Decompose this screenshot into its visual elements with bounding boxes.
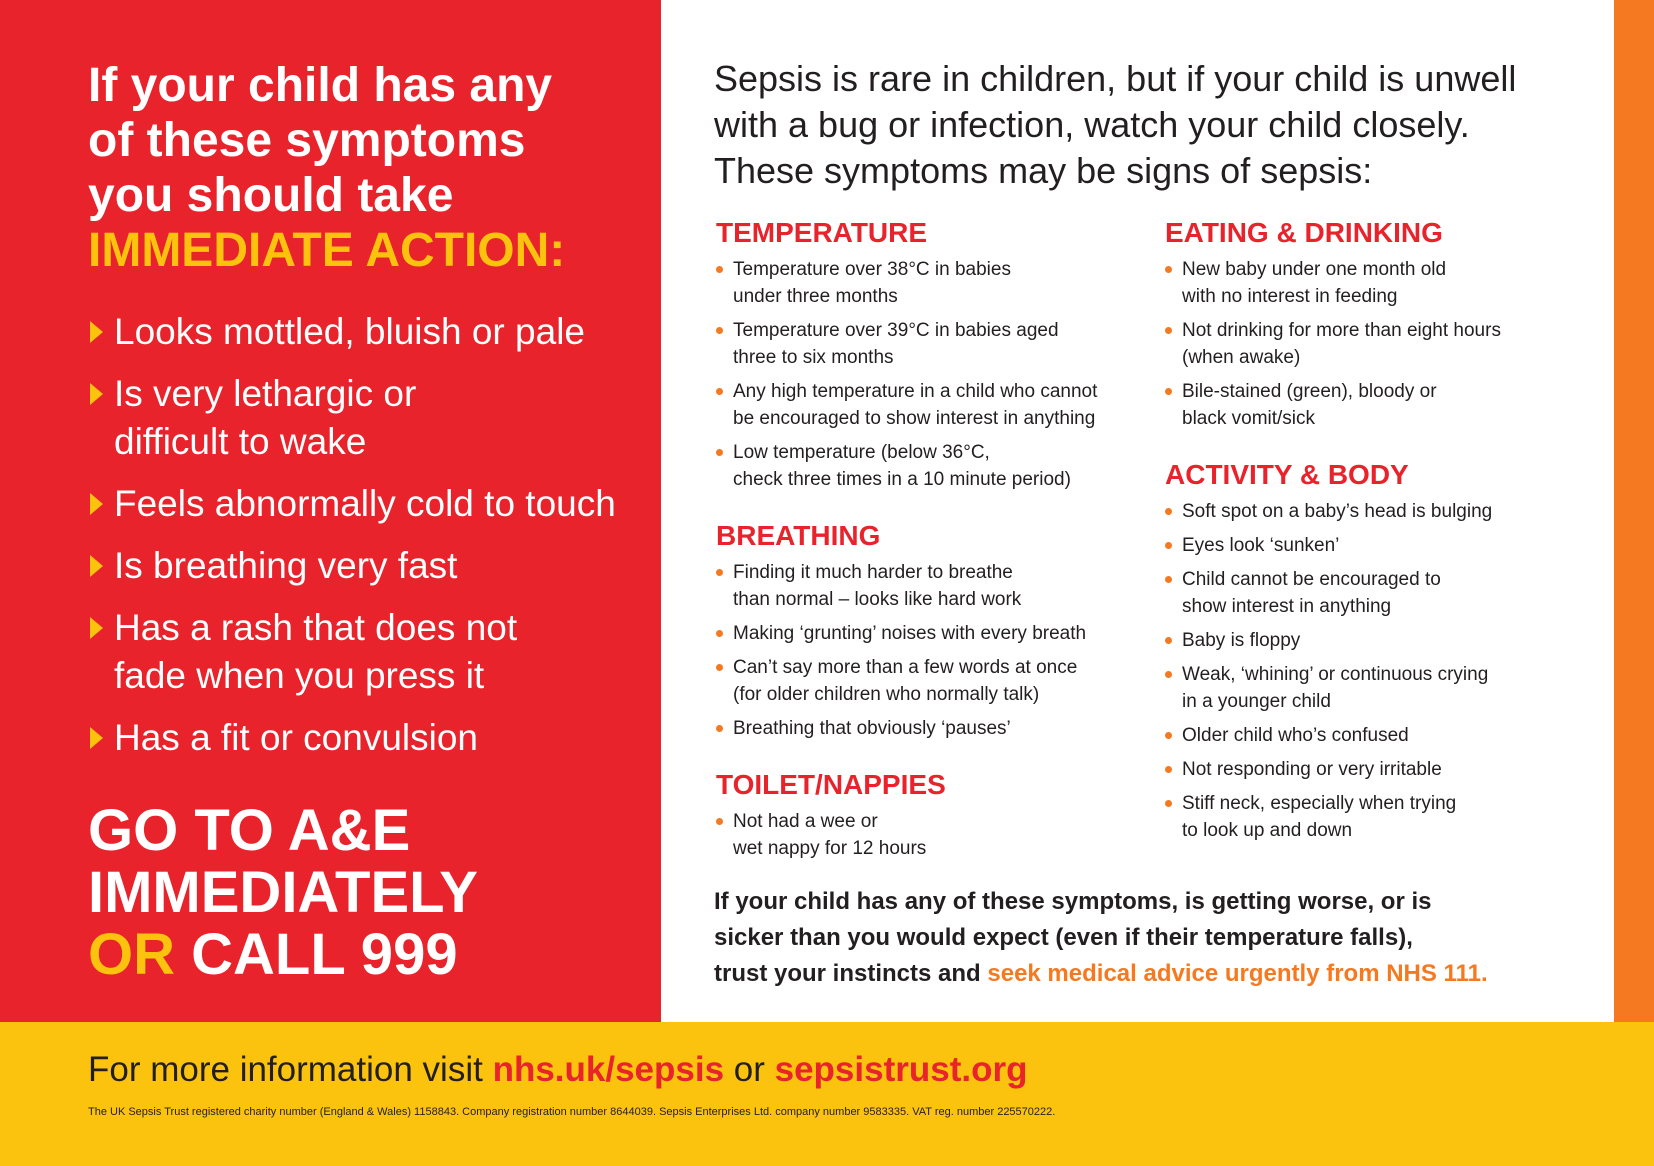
intro-text <box>714 56 1594 194</box>
bullet-dot-icon <box>716 725 723 732</box>
list-item <box>716 256 1136 310</box>
heading-line: If your child has any <box>88 59 553 112</box>
list-item-text: check three times in a 10 minute period) <box>733 469 1071 490</box>
triangle-bullet-icon <box>90 555 103 577</box>
bullet-dot-icon <box>1165 800 1172 807</box>
list-item-text: Older child who’s confused <box>1182 725 1409 746</box>
list-item-text: under three months <box>733 286 898 307</box>
bullet-dot-icon <box>716 266 723 273</box>
action-item <box>88 542 616 590</box>
bullet-dot-icon <box>716 327 723 334</box>
action-item <box>88 370 616 466</box>
cta-or: OR <box>88 922 175 987</box>
list-item-text: Not had a wee or <box>733 811 878 832</box>
list-item-text: Making ‘grunting’ noises with every breath <box>733 623 1087 644</box>
heading-line: of these symptoms <box>88 114 526 167</box>
intro-line: These symptoms may be signs of sepsis: <box>714 150 1373 191</box>
list-item-text: Not drinking for more than eight hours <box>1182 320 1501 341</box>
right-orange-stripe <box>1614 0 1654 1022</box>
closing-line-2: sicker than you would expect (even if their temperature falls), <box>714 924 1413 951</box>
intro-line: with a bug or infection, watch your child closely. <box>714 104 1470 145</box>
closing-line-3 <box>714 956 1594 992</box>
list-item <box>716 715 1136 742</box>
bullet-dot-icon <box>1165 388 1172 395</box>
cta-line-1: GO TO A&E <box>88 798 411 863</box>
closing-line-3-start: trust your instincts and <box>714 960 988 987</box>
footer-legal: The UK Sepsis Trust registered charity number (England & Wales) 1158843. Company registration number 8644039. Sepsis Enterprises Ltd. company number 9583335. VAT reg. number 225570222. <box>88 1106 1056 1118</box>
triangle-bullet-icon <box>90 321 103 343</box>
list-item <box>1165 317 1585 371</box>
heading-accent: IMMEDIATE ACTION: <box>88 224 566 277</box>
list-item <box>716 654 1136 708</box>
bullet-dot-icon <box>1165 266 1172 273</box>
action-item-text: Feels abnormally cold to touch <box>114 483 616 524</box>
triangle-bullet-icon <box>90 493 103 515</box>
closing-line-1: If your child has any of these symptoms, is getting worse, or is <box>714 888 1432 915</box>
symptoms-column-left <box>716 216 1136 882</box>
list-item-text: New baby under one month old <box>1182 259 1447 280</box>
bullet-dot-icon <box>1165 766 1172 773</box>
list-item-text: (when awake) <box>1182 347 1301 368</box>
list-item <box>716 439 1136 493</box>
list-item <box>1165 756 1585 783</box>
nhs-link[interactable]: nhs.uk/sepsis <box>492 1050 725 1089</box>
bullet-dot-icon <box>716 569 723 576</box>
list-item-text: three to six months <box>733 347 894 368</box>
symptoms-column-right <box>1165 216 1585 864</box>
bullet-dot-icon <box>716 449 723 456</box>
list-item-text: in a younger child <box>1182 691 1331 712</box>
breathing-list <box>716 559 1136 742</box>
list-item <box>716 559 1136 613</box>
call-to-action <box>88 800 478 986</box>
list-item <box>1165 790 1585 844</box>
list-item <box>1165 722 1585 749</box>
closing-statement <box>714 884 1594 992</box>
list-item-text: Temperature over 38°C in babies <box>733 259 1011 280</box>
action-item <box>88 714 616 762</box>
list-item <box>1165 532 1585 559</box>
list-item-text: Breathing that obviously ‘pauses’ <box>733 718 1011 739</box>
bullet-dot-icon <box>716 818 723 825</box>
bullet-dot-icon <box>1165 637 1172 644</box>
triangle-bullet-icon <box>90 727 103 749</box>
action-item <box>88 604 616 700</box>
list-item <box>1165 661 1585 715</box>
toilet-list <box>716 808 1136 862</box>
bullet-dot-icon <box>1165 327 1172 334</box>
triangle-bullet-icon <box>90 383 103 405</box>
list-item-text: Finding it much harder to breathe <box>733 562 1013 583</box>
list-item <box>1165 566 1585 620</box>
left-heading <box>88 58 565 278</box>
closing-highlight: seek medical advice urgently from NHS 111. <box>987 960 1488 987</box>
list-item-text: Child cannot be encouraged to <box>1182 569 1441 590</box>
section-title-toilet: TOILET/NAPPIES <box>716 769 946 800</box>
action-item <box>88 308 616 356</box>
sepsistrust-link[interactable]: sepsistrust.org <box>774 1050 1028 1089</box>
section-title-activity: ACTIVITY & BODY <box>1165 459 1409 490</box>
list-item-text: Soft spot on a baby’s head is bulging <box>1182 501 1493 522</box>
list-item-text: Stiff neck, especially when trying <box>1182 793 1457 814</box>
action-item <box>88 480 616 528</box>
section-title-temperature: TEMPERATURE <box>716 217 928 248</box>
list-item <box>1165 498 1585 525</box>
list-item-text: than normal – looks like hard work <box>733 589 1022 610</box>
list-item-text: Any high temperature in a child who cannot <box>733 381 1098 402</box>
list-item-text: Weak, ‘whining’ or continuous crying <box>1182 664 1489 685</box>
bullet-dot-icon <box>716 388 723 395</box>
list-item-text: be encouraged to show interest in anything <box>733 408 1096 429</box>
bullet-dot-icon <box>1165 732 1172 739</box>
list-item-text: Eyes look ‘sunken’ <box>1182 535 1340 556</box>
list-item-text: show interest in anything <box>1182 596 1392 617</box>
action-item-text: fade when you press it <box>114 655 485 696</box>
bullet-dot-icon <box>1165 508 1172 515</box>
list-item-text: Can’t say more than a few words at once <box>733 657 1078 678</box>
list-item <box>716 620 1136 647</box>
activity-list <box>1165 498 1585 844</box>
footer-bar <box>0 1022 1654 1166</box>
section-title-eating: EATING & DRINKING <box>1165 217 1443 248</box>
bullet-dot-icon <box>716 664 723 671</box>
footer-info <box>88 1048 1027 1092</box>
bullet-dot-icon <box>1165 542 1172 549</box>
list-item-text: to look up and down <box>1182 820 1353 841</box>
cta-call: CALL 999 <box>175 922 458 987</box>
action-item-text: Looks mottled, bluish or pale <box>114 311 585 352</box>
list-item-text: wet nappy for 12 hours <box>733 838 927 859</box>
list-item-text: Baby is floppy <box>1182 630 1301 651</box>
footer-text-between: or <box>724 1050 775 1089</box>
action-item-text: Has a rash that does not <box>114 607 518 648</box>
list-item-text: black vomit/sick <box>1182 408 1316 429</box>
eating-list <box>1165 256 1585 432</box>
cta-line-2: IMMEDIATELY <box>88 860 478 925</box>
footer-text-before: For more information visit <box>88 1050 493 1089</box>
bullet-dot-icon <box>1165 671 1172 678</box>
list-item <box>716 317 1136 371</box>
list-item <box>1165 627 1585 654</box>
action-item-text: Is breathing very fast <box>114 545 458 586</box>
action-item-text: Is very lethargic or <box>114 373 417 414</box>
list-item <box>716 378 1136 432</box>
section-title-breathing: BREATHING <box>716 520 881 551</box>
heading-line: you should take <box>88 169 454 222</box>
triangle-bullet-icon <box>90 617 103 639</box>
list-item-text: Not responding or very irritable <box>1182 759 1442 780</box>
immediate-action-list <box>88 308 616 776</box>
list-item-text: Temperature over 39°C in babies aged <box>733 320 1059 341</box>
list-item-text: with no interest in feeding <box>1182 286 1398 307</box>
list-item-text: Low temperature (below 36°C, <box>733 442 990 463</box>
bullet-dot-icon <box>716 630 723 637</box>
list-item-text: (for older children who normally talk) <box>733 684 1040 705</box>
list-item <box>1165 256 1585 310</box>
cta-line-3 <box>88 924 478 986</box>
bullet-dot-icon <box>1165 576 1172 583</box>
action-item-text: Has a fit or convulsion <box>114 717 479 758</box>
intro-line: Sepsis is rare in children, but if your child is unwell <box>714 58 1517 99</box>
list-item-text: Bile-stained (green), bloody or <box>1182 381 1437 402</box>
action-item-text: difficult to wake <box>114 421 367 462</box>
temperature-list <box>716 256 1136 493</box>
list-item <box>716 808 1136 862</box>
list-item <box>1165 378 1585 432</box>
